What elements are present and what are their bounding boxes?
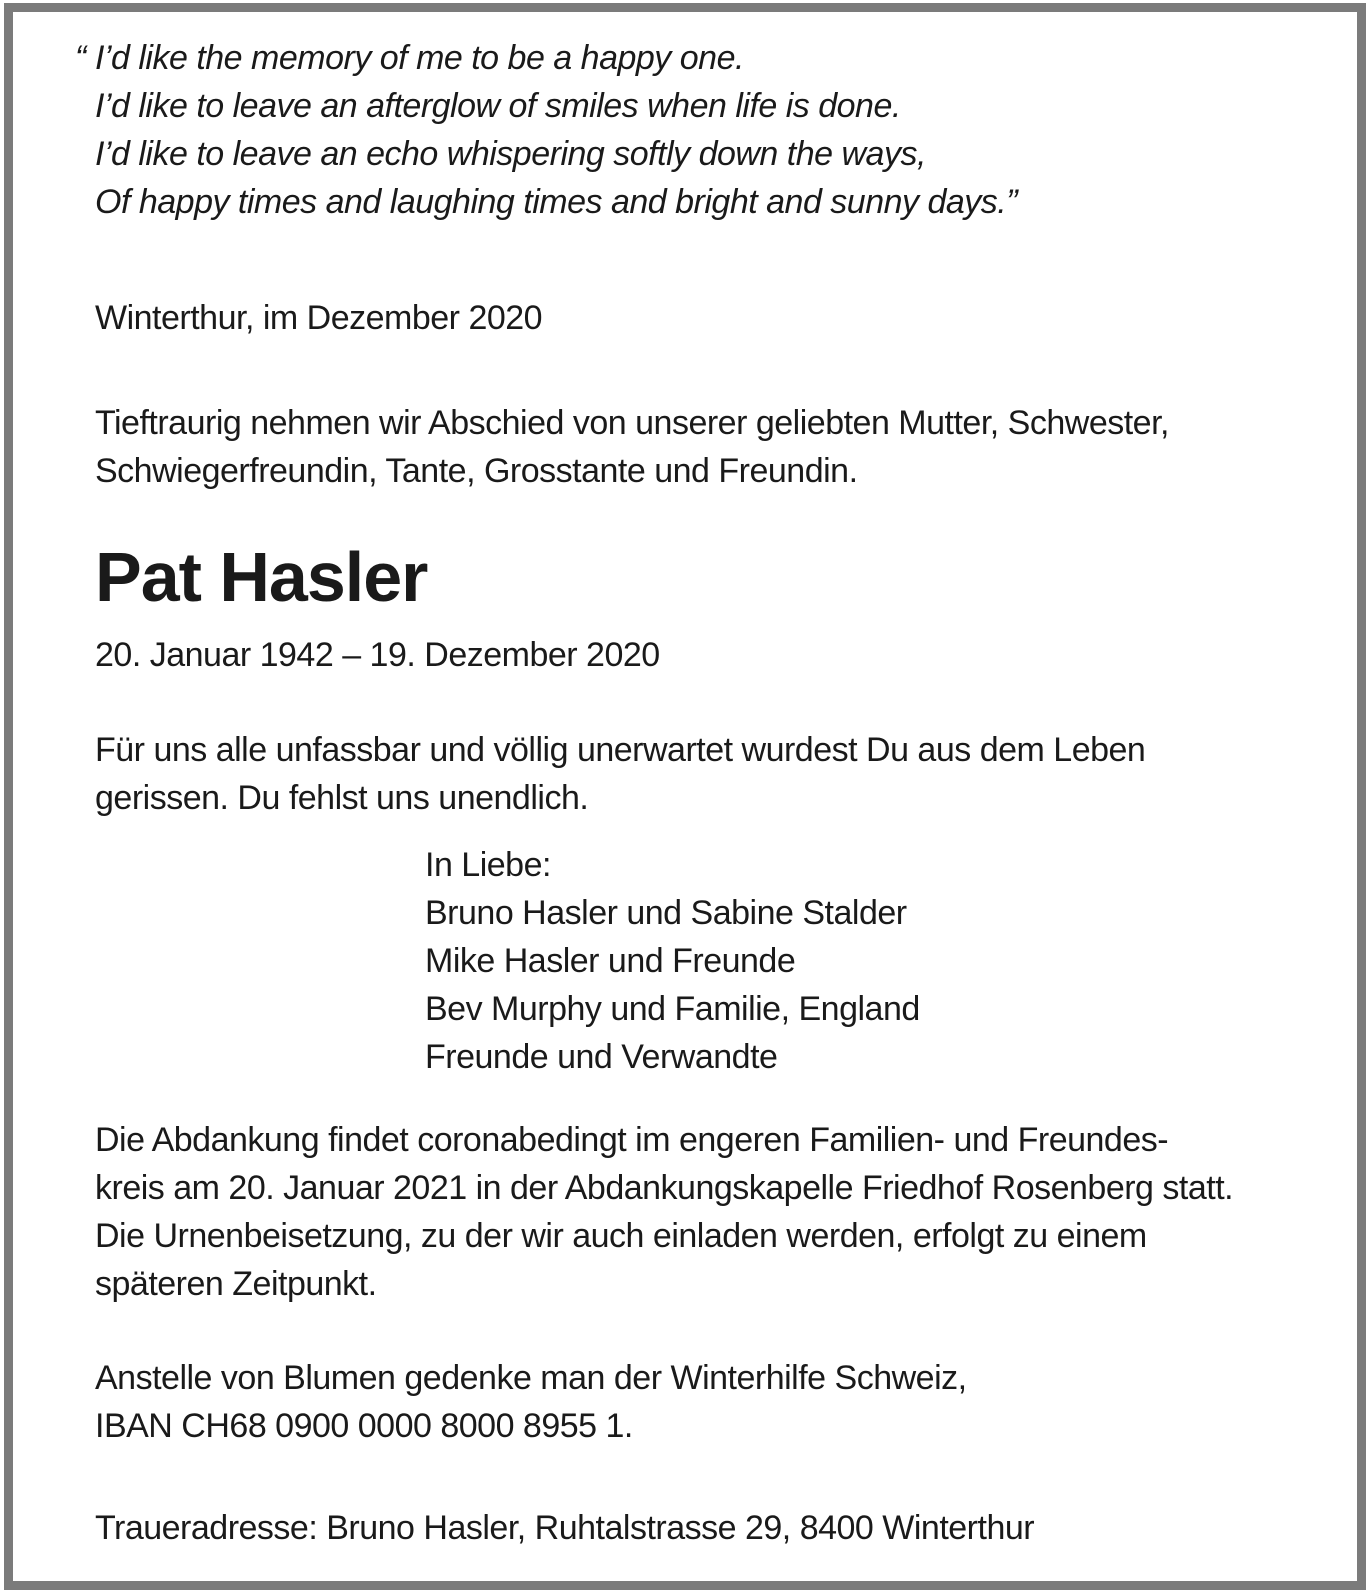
mourner-name: Bruno Hasler und Sabine Stalder: [425, 894, 907, 932]
quote-line-text: I’d like to leave an echo whispering softly down the ways,: [95, 135, 926, 173]
place-date: Winterthur, im Dezember 2020: [95, 299, 543, 337]
obituary-content: [13, 12, 1357, 1552]
quote-line-text: I’d like to leave an afterglow of smiles when life is done.: [95, 87, 901, 125]
mourners-heading: In Liebe:: [425, 846, 551, 884]
intro-line: Schwiegerfreundin, Tante, Grosstante und Freundin.: [95, 452, 858, 490]
mourner-name: Bev Murphy und Familie, England: [425, 990, 920, 1028]
deceased-name: Pat Hasler: [95, 538, 428, 616]
mourner-name: Freunde und Verwandte: [425, 1038, 778, 1076]
tribute-line: Für uns alle unfassbar und völlig unerwartet wurdest Du aus dem Leben: [95, 731, 1146, 769]
service-info: [95, 1116, 1302, 1308]
mourning-address: Traueradresse: Bruno Hasler, Ruhtalstrasse 29, 8400 Winterthur: [95, 1509, 1035, 1547]
mourner-name: Mike Hasler und Freunde: [425, 942, 796, 980]
service-line: Die Urnenbeisetzung, zu der wir auch einladen werden, erfolgt zu einem: [95, 1217, 1147, 1255]
service-line: kreis am 20. Januar 2021 in der Abdankungskapelle Friedhof Rosenberg statt.: [95, 1169, 1234, 1207]
quote-line-text: Of happy times and laughing times and bright and sunny days.: [95, 183, 1007, 221]
quote-line: [95, 178, 1302, 226]
close-quote-mark: ”: [1006, 183, 1018, 221]
service-line: Die Abdankung findet coronabedingt im engeren Familien- und Freundes-: [95, 1121, 1169, 1159]
tribute-line: gerissen. Du fehlst uns unendlich.: [95, 779, 589, 817]
mourners-block: [425, 841, 1302, 1081]
intro-text: [95, 399, 1302, 495]
life-dates: 20. Januar 1942 – 19. Dezember 2020: [95, 636, 660, 674]
obituary-notice-frame: [4, 3, 1366, 1590]
tribute-text: [95, 726, 1302, 822]
quote-line-text: I’d like the memory of me to be a happy one.: [95, 39, 744, 77]
quote-line: [95, 82, 1302, 130]
open-quote-mark: “: [75, 39, 86, 77]
donation-iban-line: IBAN CH68 0900 0000 8000 8955 1.: [95, 1407, 633, 1445]
donation-info: [95, 1354, 1302, 1450]
memorial-quote: [75, 34, 1302, 226]
quote-line: [95, 130, 1302, 178]
service-line: späteren Zeitpunkt.: [95, 1265, 377, 1303]
donation-line: Anstelle von Blumen gedenke man der Winterhilfe Schweiz,: [95, 1359, 967, 1397]
intro-line: Tieftraurig nehmen wir Abschied von unserer geliebten Mutter, Schwester,: [95, 404, 1169, 442]
quote-line: [75, 34, 1302, 82]
